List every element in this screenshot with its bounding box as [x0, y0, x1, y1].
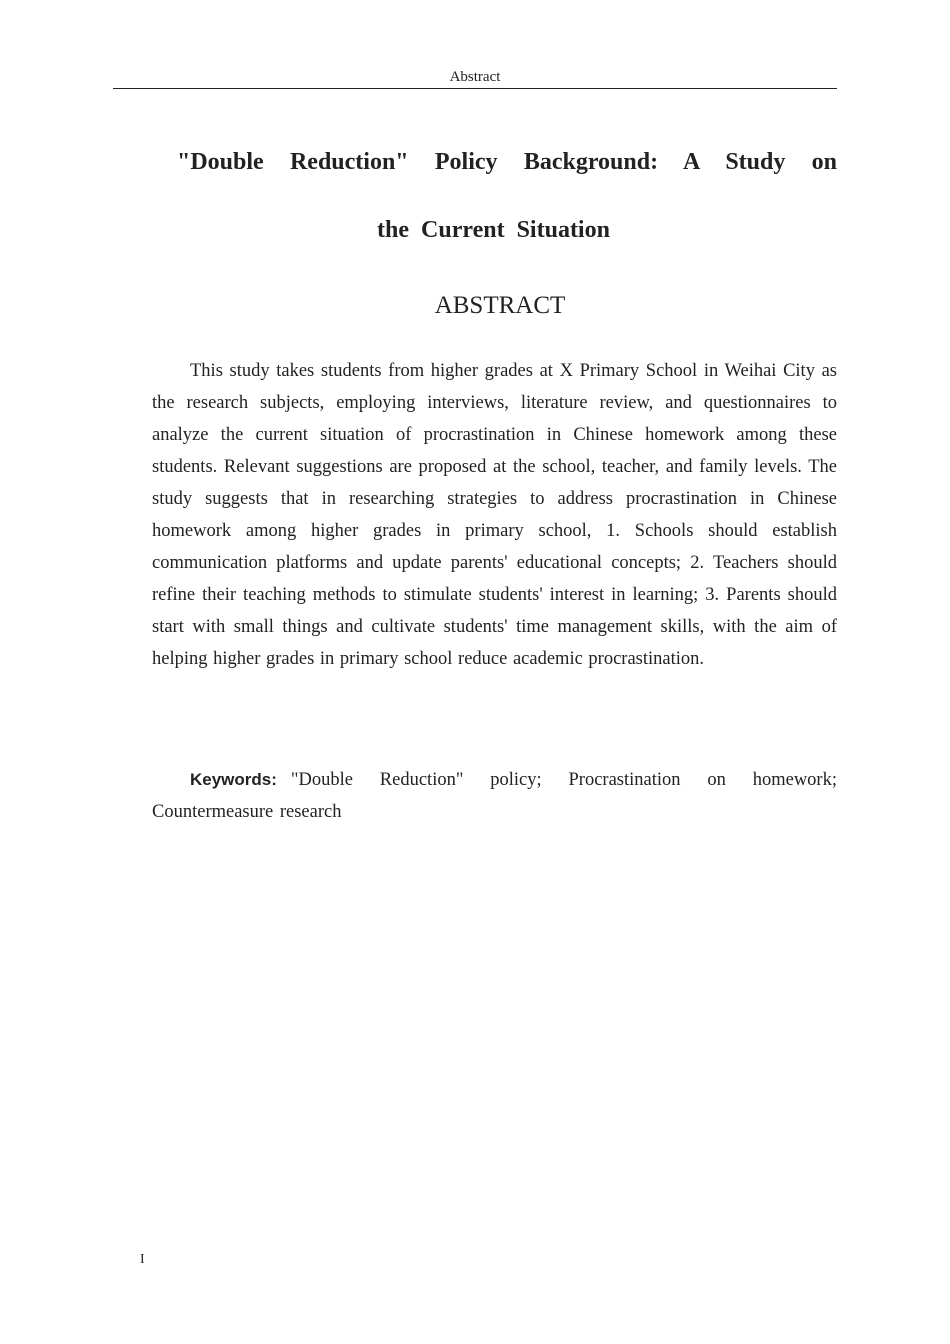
document-title-line-1: "Double Reduction" Policy Background: A Study on [177, 149, 837, 175]
running-header-title: Abstract [449, 69, 501, 85]
abstract-heading: ABSTRACT [434, 292, 566, 319]
page-number: I [140, 1252, 145, 1267]
running-header [113, 68, 837, 89]
document-title [150, 128, 837, 264]
keywords-label: Keywords: [190, 770, 277, 789]
keywords-paragraph [152, 764, 837, 828]
document-title-line-2: the Current Situation [377, 217, 610, 243]
keywords-text: "Double Reduction" policy; Procrastination on homework; Countermeasure research [152, 770, 837, 822]
abstract-body: This study takes students from higher grades at X Primary School in Weihai City as the research subjects, employing interviews, literature review, and questionnaires to analyze the current situation of procrastination in Chinese homework among these students. Relevant suggestions are proposed at the school, teacher, and family levels. The study suggests that in researching strategies to address procrastination in Chinese homework among higher grades in primary school, 1. Schools should establish communication platforms and update parents' educational concepts; 2. Teachers should refine their teaching methods to stimulate students' interest in learning; 3. Parents should start with small things and cultivate students' time management skills, with the aim of helping higher grades in primary school reduce academic procrastination. [152, 361, 837, 669]
